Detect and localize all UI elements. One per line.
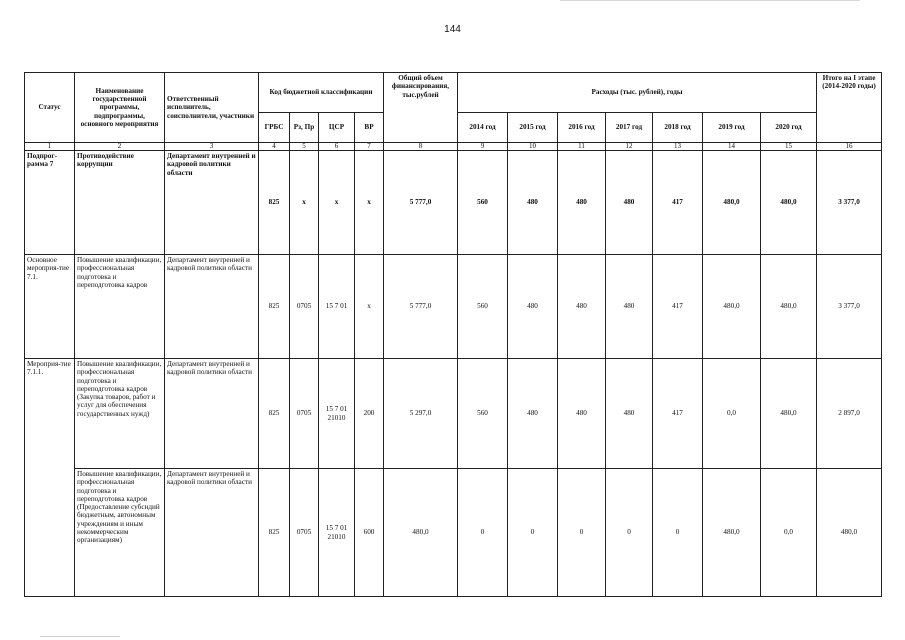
row-csr: 15 7 01 xyxy=(319,255,355,359)
header-year-2014: 2014 год xyxy=(458,113,508,143)
col-number: 6 xyxy=(319,143,355,151)
col-number: 14 xyxy=(703,143,761,151)
row-2017: 480 xyxy=(606,359,653,469)
row-grbs: 825 xyxy=(259,359,290,469)
row-2017: 0 xyxy=(606,469,653,597)
row-2019: 480,0 xyxy=(703,469,761,597)
header-rzpr: Рз, Пр xyxy=(290,113,319,143)
row-name: Повышение квалификации, профессиональная подготовка и переподготовка кадров (Закупка товаров, работ и услуг для обеспечения государственных нужд) xyxy=(75,359,165,469)
row-2015: 0 xyxy=(508,469,558,597)
row-2014: 560 xyxy=(458,255,508,359)
row-vr: 200 xyxy=(355,359,384,469)
header-status: Статус xyxy=(25,73,75,143)
row-vr: х xyxy=(355,151,384,255)
header-csr: ЦСР xyxy=(319,113,355,143)
table-row-activity-600 xyxy=(25,469,882,597)
header-row-top xyxy=(25,73,882,113)
header-itogo: Итого на I этапе (2014-2020 годы) xyxy=(817,73,882,143)
row-status: Подпрог-рамма 7 xyxy=(25,151,75,255)
row-name: Повышение квалификации, профессиональная подготовка и переподготовка кадров (Предоставление субсидий бюджетным, автономным учреждениям и иным некоммерческим организациям) xyxy=(75,469,165,597)
table-row-subprogram xyxy=(25,151,882,255)
row-total: 5 297,0 xyxy=(384,359,458,469)
col-number: 13 xyxy=(653,143,703,151)
row-2019: 480,0 xyxy=(703,151,761,255)
row-grbs: 825 xyxy=(259,255,290,359)
row-2014: 560 xyxy=(458,151,508,255)
row-2018: 417 xyxy=(653,151,703,255)
row-2016: 480 xyxy=(558,359,606,469)
row-responsible: Департамент внутренней и кадровой политики области xyxy=(165,469,259,597)
row-rzpr: 0705 xyxy=(290,469,319,597)
row-rzpr: 0705 xyxy=(290,255,319,359)
financing-table xyxy=(24,72,882,597)
col-number: 10 xyxy=(508,143,558,151)
row-name: Противодействие коррупции xyxy=(75,151,165,255)
header-grbs: ГРБС xyxy=(259,113,290,143)
col-number: 8 xyxy=(384,143,458,151)
col-number: 11 xyxy=(558,143,606,151)
row-itogo: 3 377,0 xyxy=(817,255,882,359)
row-total: 5 777,0 xyxy=(384,255,458,359)
row-2017: 480 xyxy=(606,255,653,359)
row-total: 480,0 xyxy=(384,469,458,597)
col-number: 4 xyxy=(259,143,290,151)
col-number: 5 xyxy=(290,143,319,151)
row-2020: 0,0 xyxy=(761,469,817,597)
row-itogo: 2 897,0 xyxy=(817,359,882,469)
row-2020: 480,0 xyxy=(761,151,817,255)
header-year-2016: 2016 год xyxy=(558,113,606,143)
row-2015: 480 xyxy=(508,359,558,469)
row-status: Мероприя-тие 7.1.1. xyxy=(25,359,75,597)
row-2015: 480 xyxy=(508,255,558,359)
row-responsible: Департамент внутренней и кадровой политики области xyxy=(165,255,259,359)
row-responsible: Департамент внутренней и кадровой политики области xyxy=(165,151,259,255)
col-number: 2 xyxy=(75,143,165,151)
row-2020: 480,0 xyxy=(761,255,817,359)
header-budget-code: Код бюджетной классификации xyxy=(259,73,384,113)
row-2018: 417 xyxy=(653,359,703,469)
scan-artifact xyxy=(40,636,120,637)
row-csr: 15 7 01 21010 xyxy=(319,469,355,597)
row-total: 5 777,0 xyxy=(384,151,458,255)
row-2015: 480 xyxy=(508,151,558,255)
row-csr: 15 7 01 21010 xyxy=(319,359,355,469)
row-2019: 480,0 xyxy=(703,255,761,359)
row-2016: 0 xyxy=(558,469,606,597)
row-2016: 480 xyxy=(558,151,606,255)
row-vr: х xyxy=(355,255,384,359)
header-year-2020: 2020 год xyxy=(761,113,817,143)
row-2014: 560 xyxy=(458,359,508,469)
row-responsible: Департамент внутренней и кадровой политики области xyxy=(165,359,259,469)
row-csr: х xyxy=(319,151,355,255)
row-rzpr: х xyxy=(290,151,319,255)
page-number: 144 xyxy=(444,24,461,35)
header-responsible: Ответственный исполнитель, соисполнители, участники xyxy=(165,73,259,143)
row-vr: 600 xyxy=(355,469,384,597)
row-2018: 417 xyxy=(653,255,703,359)
row-grbs: 825 xyxy=(259,151,290,255)
header-name: Наименование государственной программы, подпрограммы, основного мероприятия xyxy=(75,73,165,143)
col-number: 7 xyxy=(355,143,384,151)
header-year-2018: 2018 год xyxy=(653,113,703,143)
col-number: 1 xyxy=(25,143,75,151)
column-number-row xyxy=(25,143,882,151)
header-vr: ВР xyxy=(355,113,384,143)
table-row-activity-200 xyxy=(25,359,882,469)
header-year-2015: 2015 год xyxy=(508,113,558,143)
col-number: 12 xyxy=(606,143,653,151)
header-year-2019: 2019 год xyxy=(703,113,761,143)
row-rzpr: 0705 xyxy=(290,359,319,469)
row-2018: 0 xyxy=(653,469,703,597)
col-number: 16 xyxy=(817,143,882,151)
row-2017: 480 xyxy=(606,151,653,255)
col-number: 3 xyxy=(165,143,259,151)
row-name: Повышение квалификации, профессиональная подготовка и переподготовка кадров xyxy=(75,255,165,359)
table-row-main-activity xyxy=(25,255,882,359)
row-2020: 480,0 xyxy=(761,359,817,469)
row-2014: 0 xyxy=(458,469,508,597)
header-year-2017: 2017 год xyxy=(606,113,653,143)
row-status: Основное мероприя-тие 7.1. xyxy=(25,255,75,359)
row-itogo: 480,0 xyxy=(817,469,882,597)
row-grbs: 825 xyxy=(259,469,290,597)
row-2016: 480 xyxy=(558,255,606,359)
col-number: 9 xyxy=(458,143,508,151)
col-number: 15 xyxy=(761,143,817,151)
header-expenses: Расходы (тыс. рублей), годы xyxy=(458,73,817,113)
header-total-volume: Общий объем финансирования, тыс.рублей xyxy=(384,73,458,143)
row-2019: 0,0 xyxy=(703,359,761,469)
scan-artifact xyxy=(560,0,860,1)
row-itogo: 3 377,0 xyxy=(817,151,882,255)
